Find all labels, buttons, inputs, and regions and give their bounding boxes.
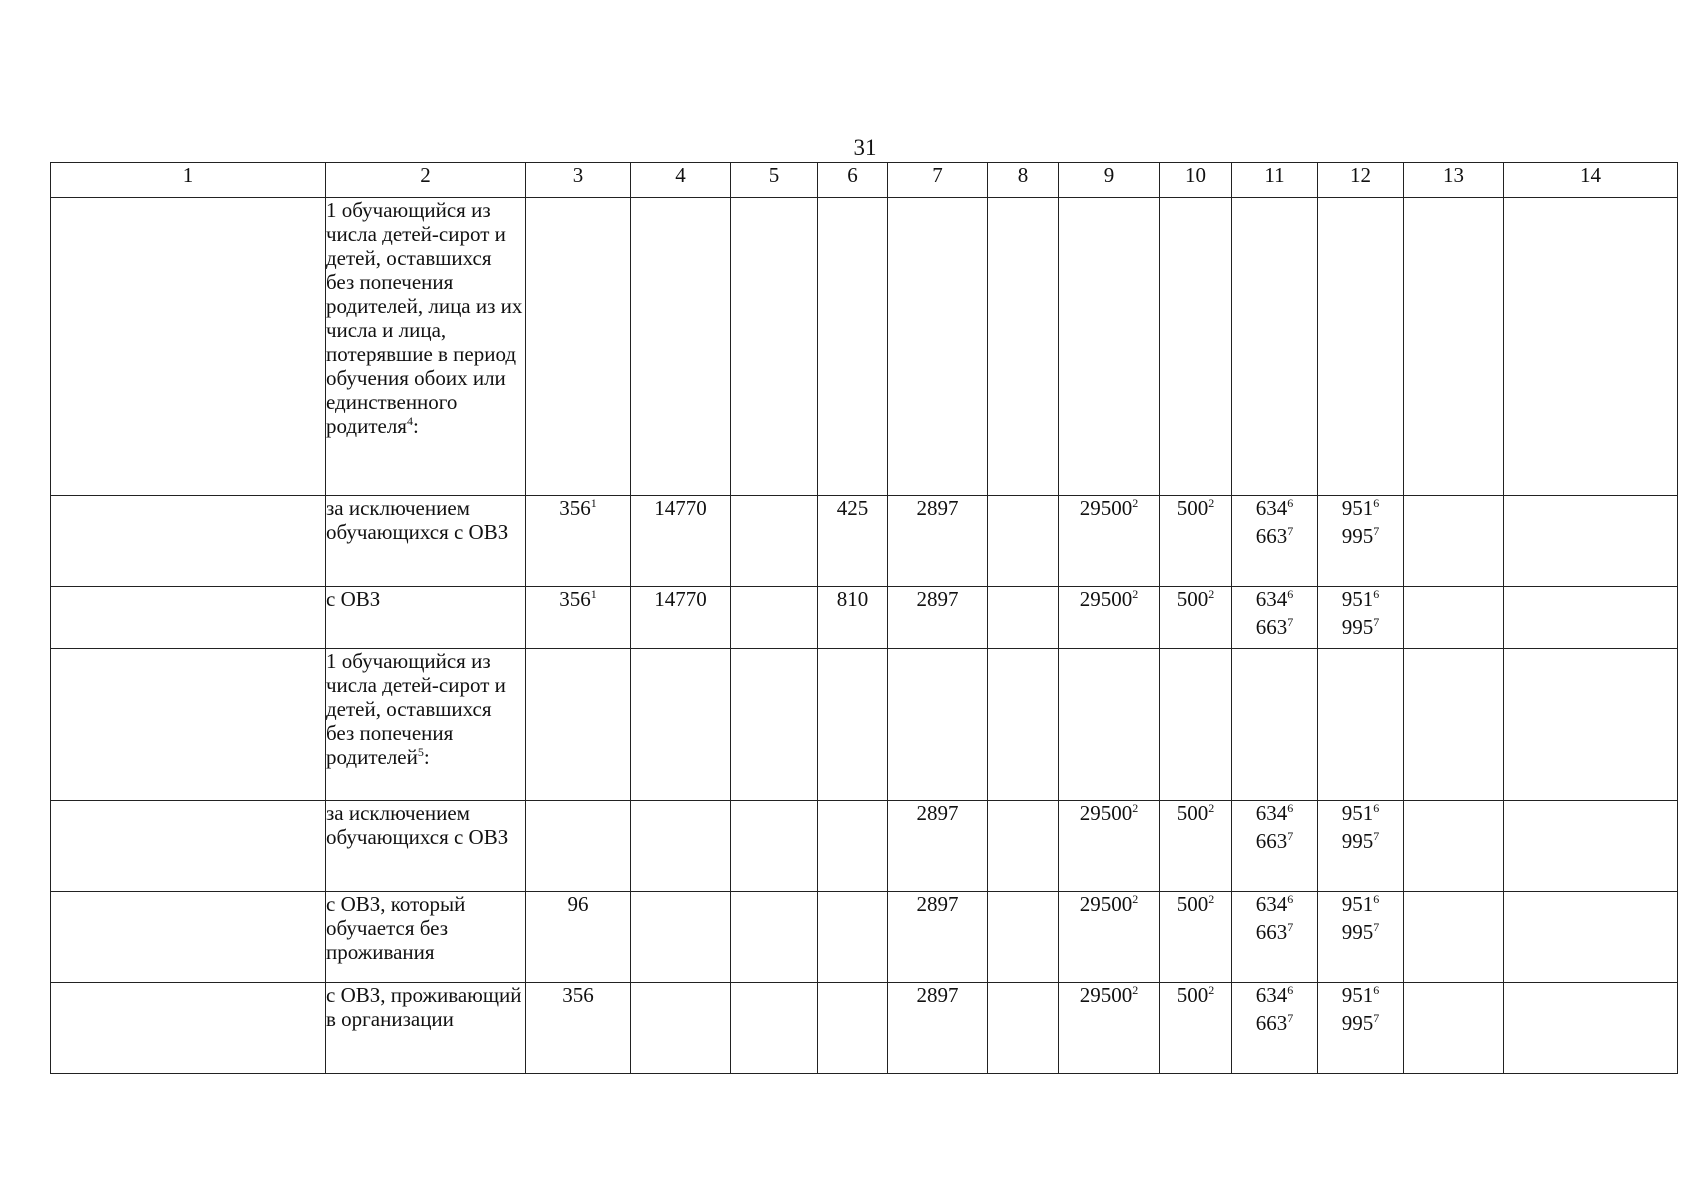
- value-cell: 96: [526, 892, 631, 983]
- value-cell: $951^6$ $995^7$: [1318, 496, 1404, 587]
- empty-cell: [988, 587, 1059, 649]
- value-cell: 29500$^2$: [1059, 801, 1160, 892]
- value-cell: 356: [526, 983, 631, 1074]
- header-cell-5: 5: [731, 163, 818, 198]
- row-description: за исключением обучающихся с ОВЗ: [326, 801, 526, 892]
- value-cell: 2897: [888, 801, 988, 892]
- empty-cell: [1404, 496, 1504, 587]
- value-cell: $500^2$: [1160, 892, 1232, 983]
- blank-cell: [51, 801, 326, 892]
- header-cell-4: 4: [631, 163, 731, 198]
- blank-cell: [51, 198, 326, 496]
- empty-cell: [1504, 892, 1678, 983]
- header-row: [51, 163, 1678, 198]
- blank-cell: [51, 983, 326, 1074]
- value-cell: 14770: [631, 587, 731, 649]
- value-cell: $500^2$: [1160, 587, 1232, 649]
- empty-cell: [988, 892, 1059, 983]
- header-cell-1: 1: [51, 163, 326, 198]
- blank-cell: [51, 496, 326, 587]
- empty-cell: [631, 983, 731, 1074]
- value-cell: $500^2$: [1160, 496, 1232, 587]
- header-cell-7: 7: [888, 163, 988, 198]
- value-cell: 29500$^2$: [1059, 983, 1160, 1074]
- value-cell: $356^1$: [526, 496, 631, 587]
- value-cell: 2897: [888, 892, 988, 983]
- table-row: [51, 587, 1678, 649]
- header-cell-2: 2: [326, 163, 526, 198]
- row-description: 1 обучающийся из числа детей-сирот и детей, оставшихся без попечения родителей$^5$:: [326, 649, 526, 801]
- table-row: [51, 983, 1678, 1074]
- empty-cell: [818, 801, 888, 892]
- table-row: [51, 649, 1678, 801]
- empty-cell: [526, 801, 631, 892]
- table-row: [51, 892, 1678, 983]
- empty-cell: [988, 801, 1059, 892]
- empty-cell: [818, 983, 888, 1074]
- empty-cell: [1504, 496, 1678, 587]
- header-cell-6: 6: [818, 163, 888, 198]
- value-cell: $500^2$: [1160, 801, 1232, 892]
- empty-cell: [731, 496, 818, 587]
- header-cell-13: 13: [1404, 163, 1504, 198]
- value-cell: 2897: [888, 983, 988, 1074]
- value-cell: $634^6$ $663^7$: [1232, 892, 1318, 983]
- empty-cell: [731, 801, 818, 892]
- header-cell-8: 8: [988, 163, 1059, 198]
- value-cell: 2897: [888, 587, 988, 649]
- value-cell: 29500$^2$: [1059, 892, 1160, 983]
- empty-cell: [818, 892, 888, 983]
- empty-cell: [1504, 587, 1678, 649]
- table-row: [51, 496, 1678, 587]
- empty-cell: [731, 892, 818, 983]
- value-cell: $951^6$ $995^7$: [1318, 983, 1404, 1074]
- value-cell: $634^6$ $663^7$: [1232, 983, 1318, 1074]
- empty-cell: [1404, 892, 1504, 983]
- row-description: с ОВЗ, проживающий в организации: [326, 983, 526, 1074]
- header-cell-3: 3: [526, 163, 631, 198]
- empty-cell: [631, 801, 731, 892]
- value-cell: $500^2$: [1160, 983, 1232, 1074]
- value-cell: 425: [818, 496, 888, 587]
- value-cell: $634^6$ $663^7$: [1232, 801, 1318, 892]
- page-number: 31: [853, 135, 877, 160]
- empty-cell: [1504, 983, 1678, 1074]
- value-cell: 14770: [631, 496, 731, 587]
- empty-cell: [1404, 587, 1504, 649]
- row-description: за исключением обучающихся с ОВЗ: [326, 496, 526, 587]
- empty-cell: [1504, 801, 1678, 892]
- value-cell: 2897: [888, 496, 988, 587]
- empty-cell: [731, 983, 818, 1074]
- row-description: с ОВЗ, который обучается без проживания: [326, 892, 526, 983]
- blank-cell: [51, 892, 326, 983]
- empty-cell: [1404, 983, 1504, 1074]
- row-description: 1 обучающийся из числа детей-сирот и детей, оставшихся без попечения родителей, лица из их числа и лица, потерявшие в период обучения обоих или единственного родителя$^4$:: [326, 198, 526, 496]
- empty-cell: [988, 496, 1059, 587]
- value-cell: $951^6$ $995^7$: [1318, 892, 1404, 983]
- table-row: [51, 198, 1678, 496]
- empty-cell: [988, 983, 1059, 1074]
- header-cell-14: 14: [1504, 163, 1678, 198]
- value-cell: $634^6$ $663^7$: [1232, 496, 1318, 587]
- value-cell: 29500$^2$: [1059, 496, 1160, 587]
- blank-cell: [51, 587, 326, 649]
- value-cell: $356^1$: [526, 587, 631, 649]
- row-description: с ОВЗ: [326, 587, 526, 649]
- blank-cell: [51, 649, 326, 801]
- empty-cell: [1404, 801, 1504, 892]
- header-cell-11: 11: [1232, 163, 1318, 198]
- value-cell: 29500$^2$: [1059, 587, 1160, 649]
- empty-cell: [631, 892, 731, 983]
- value-cell: $634^6$ $663^7$: [1232, 587, 1318, 649]
- header-cell-9: 9: [1059, 163, 1160, 198]
- empty-cell: [731, 587, 818, 649]
- table-row: [51, 801, 1678, 892]
- value-cell: $951^6$ $995^7$: [1318, 587, 1404, 649]
- value-cell: $951^6$ $995^7$: [1318, 801, 1404, 892]
- tariff-table: [50, 162, 1678, 1074]
- header-cell-10: 10: [1160, 163, 1232, 198]
- header-cell-12: 12: [1318, 163, 1404, 198]
- value-cell: 810: [818, 587, 888, 649]
